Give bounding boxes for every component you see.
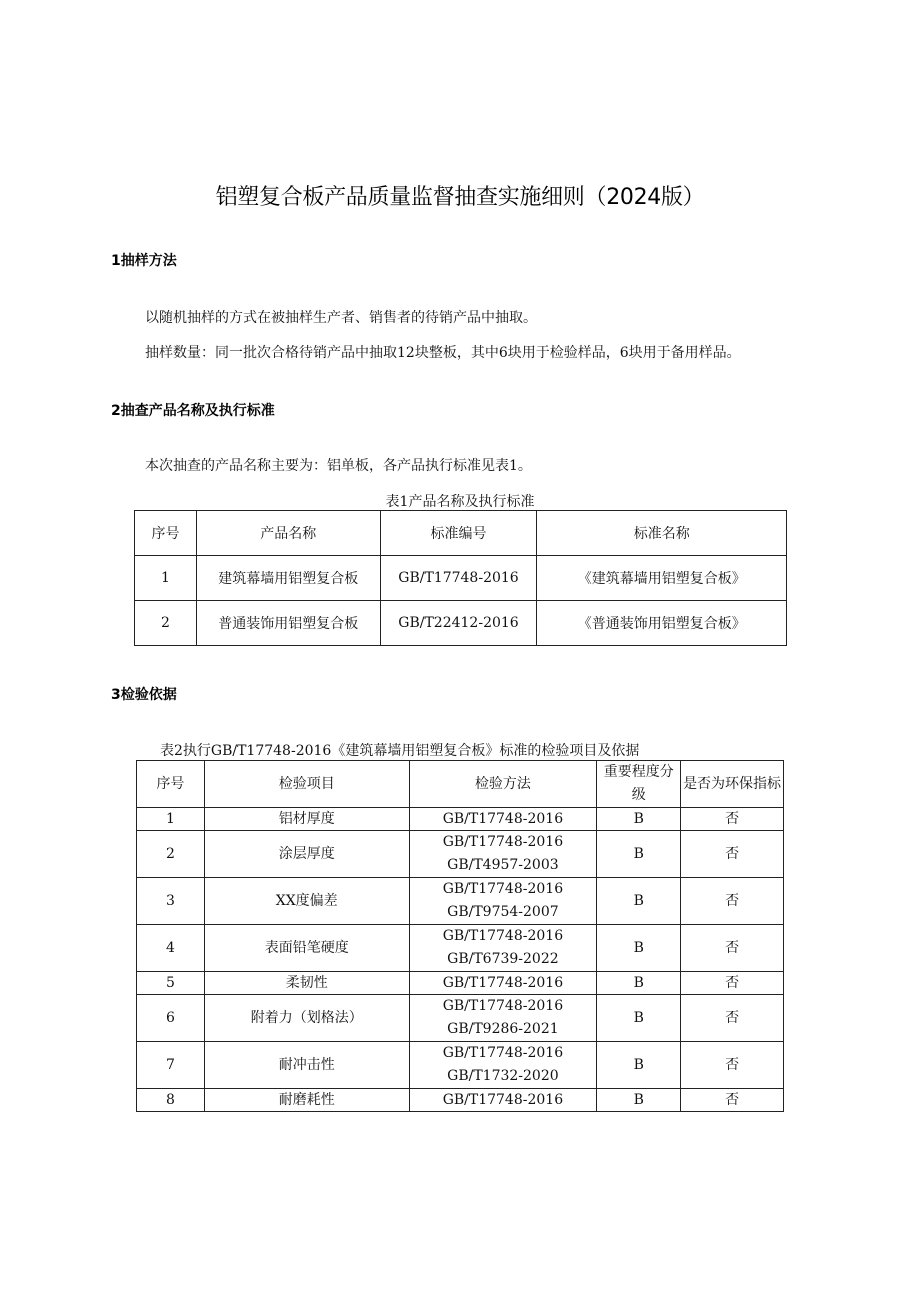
table-cell-no: 6 [137,995,205,1042]
table-cell-env: 否 [681,925,784,972]
table-cell-item: 柔韧性 [204,972,409,995]
table-cell-item: 涂层厚度 [204,831,409,878]
table-cell-env: 否 [681,831,784,878]
table-cell-grade: B [597,972,681,995]
table-cell-env: 否 [681,972,784,995]
table-cell-method [409,808,597,831]
table-cell: 2 [135,601,197,646]
table-row [137,972,784,995]
table-cell-no: 4 [137,925,205,972]
table-1-header-cell: 标准编号 [380,511,537,556]
table-1-caption: 表1产品名称及执行标准 [385,494,535,510]
table-2 [136,760,784,1112]
table-cell-method [409,878,597,925]
table-cell-item: 附着力（划格法） [204,995,409,1042]
table-2-header-row [137,761,784,808]
table-cell-item: 表面铅笔硬度 [204,925,409,972]
table-cell-method [409,995,597,1042]
table-cell-no: 2 [137,831,205,878]
section-1-paragraph-1: 以随机抽样的方式在被抽样生产者、销售者的待销产品中抽取。 [145,310,537,326]
method-line: GB/T9286-2021 [447,1021,559,1037]
table-cell: 建筑幕墙用铝塑复合板 [196,556,380,601]
table-cell-no: 3 [137,878,205,925]
table-cell-method [409,1042,597,1089]
table-2-caption: 表2执行GB/T17748-2016《建筑幕墙用铝塑复合板》标准的检验项目及依据 [160,743,640,759]
table-cell-env: 否 [681,1042,784,1089]
table-cell-grade: B [597,831,681,878]
table-cell-no: 8 [137,1089,205,1112]
table-cell-grade: B [597,995,681,1042]
table-cell: 普通装饰用铝塑复合板 [196,601,380,646]
table-cell-method [409,972,597,995]
method-line: GB/T17748-2016 [442,975,564,991]
table-cell-grade: B [597,1089,681,1112]
method-line: GB/T17748-2016 [442,1092,564,1108]
table-2-header-cell: 是否为环保指标 [681,761,784,808]
table-cell: GB/T22412-2016 [380,601,537,646]
table-cell-grade: B [597,878,681,925]
section-3-heading: 3检验依据 [111,687,177,703]
table-1-header-cell: 产品名称 [196,511,380,556]
method-line: GB/T6739-2022 [447,951,559,967]
method-line: GB/T17748-2016 [442,881,564,897]
method-line: GB/T9754-2007 [447,904,559,920]
section-2-paragraph-1: 本次抽查的产品名称主要为：铝单板，各产品执行标准见表1。 [145,458,532,474]
table-row [137,831,784,878]
table-cell-env: 否 [681,1089,784,1112]
method-line: GB/T4957-2003 [447,857,559,873]
table-1 [134,510,787,646]
table-2-header-cell: 重要程度分级 [597,761,681,808]
table-cell-no: 1 [137,808,205,831]
table-cell-no: 5 [137,972,205,995]
table-row [137,1042,784,1089]
section-1-paragraph-2: 抽样数量：同一批次合格待销产品中抽取12块整板，其中6块用于检验样品，6块用于备用样品。 [145,345,741,361]
table-cell-env: 否 [681,878,784,925]
table-cell-method [409,1089,597,1112]
table-row [137,878,784,925]
table-cell-grade: B [597,808,681,831]
table-cell-method [409,831,597,878]
table-2-header-cell: 检验项目 [204,761,409,808]
method-line: GB/T17748-2016 [442,928,564,944]
method-line: GB/T1732-2020 [447,1068,559,1084]
table-cell-no: 7 [137,1042,205,1089]
table-cell: GB/T17748-2016 [380,556,537,601]
table-2-header-cell: 序号 [137,761,205,808]
table-1-header-cell: 标准名称 [537,511,787,556]
table-cell-grade: B [597,925,681,972]
table-cell-method [409,925,597,972]
table-row [135,601,787,646]
table-row [137,925,784,972]
table-cell: 《普通装饰用铝塑复合板》 [537,601,787,646]
section-2-heading: 2抽查产品名称及执行标准 [111,403,275,419]
table-cell-item: 耐磨耗性 [204,1089,409,1112]
table-row [137,995,784,1042]
table-2-header-cell: 检验方法 [409,761,597,808]
table-cell-env: 否 [681,808,784,831]
method-line: GB/T17748-2016 [442,1045,564,1061]
method-line: GB/T17748-2016 [442,998,564,1014]
table-cell-item: 耐冲击性 [204,1042,409,1089]
table-cell: 1 [135,556,197,601]
table-row [137,1089,784,1112]
table-cell-item: 铝材厚度 [204,808,409,831]
method-line: GB/T17748-2016 [442,811,564,827]
method-line: GB/T17748-2016 [442,834,564,850]
table-1-header-row [135,511,787,556]
table-cell-grade: B [597,1042,681,1089]
section-1-heading: 1抽样方法 [111,253,177,269]
page-title: 铝塑复合板产品质量监督抽查实施细则（2024版） [215,185,705,210]
table-cell: 《建筑幕墙用铝塑复合板》 [537,556,787,601]
table-1-header-cell: 序号 [135,511,197,556]
table-cell-env: 否 [681,995,784,1042]
table-cell-item: XX度偏差 [204,878,409,925]
table-row [137,808,784,831]
table-row [135,556,787,601]
